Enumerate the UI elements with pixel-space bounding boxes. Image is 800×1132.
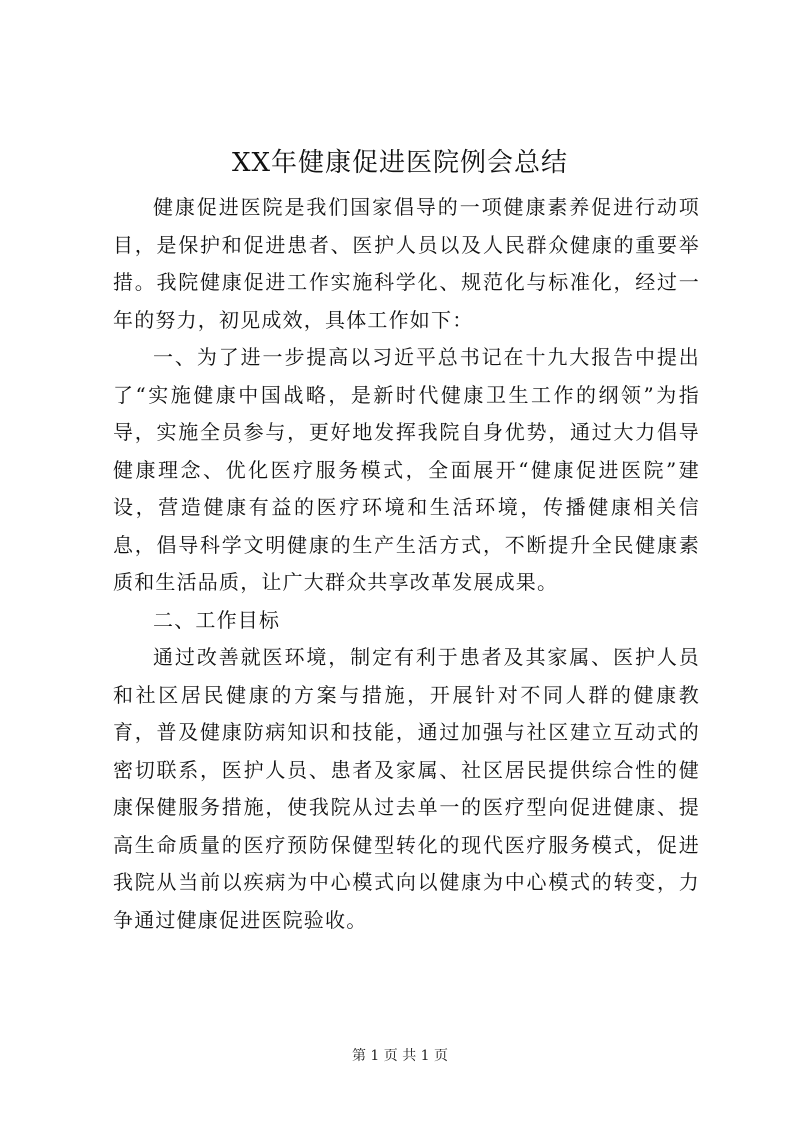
page-footer: 第 1 页 共 1 页 bbox=[351, 1048, 449, 1064]
paragraph-section-one: 一、为了进一步提高以习近平总书记在十九大报告中提出了“实施健康中国战略，是新时代健康卫生工作的纲领”为指导，实施全员参与，更好地发挥我院自身优势，通过大力倡导健康理念、优化医疗服务模式，全面展开“健康促进医院”建设，营造健康有益的医疗环境和生活环境，传播健康相关信息，倡导科学文明健康的生产生活方式，不断提升全民健康素质和生活品质，让广大群众共享改革发展成果。 bbox=[113, 345, 700, 594]
document-title: XX年健康促进医院例会总结 bbox=[231, 148, 569, 178]
paragraph-intro: 健康促进医院是我们国家倡导的一项健康素养促进行动项目，是保护和促进患者、医护人员以及人民群众健康的重要举措。我院健康促进工作实施科学化、规范化与标准化，经过一年的努力，初见成效，具体工作如下： bbox=[113, 195, 700, 332]
document-body bbox=[113, 189, 700, 939]
section-heading-work-goals: 二、工作目标 bbox=[153, 607, 281, 632]
paragraph-work-goals: 通过改善就医环境，制定有利于患者及其家属、医护人员和社区居民健康的方案与措施，开展针对不同人群的健康教育，普及健康防病知识和技能，通过加强与社区建立互动式的密切联系，医护人员、患者及家属、社区居民提供综合性的健康保健服务措施，使我院从过去单一的医疗型向促进健康、提高生命质量的医疗预防保健型转化的现代医疗服务模式，促进我院从当前以疾病为中心模式向以健康为中心模式的转变，力争通过健康促进医院验收。 bbox=[113, 645, 700, 932]
